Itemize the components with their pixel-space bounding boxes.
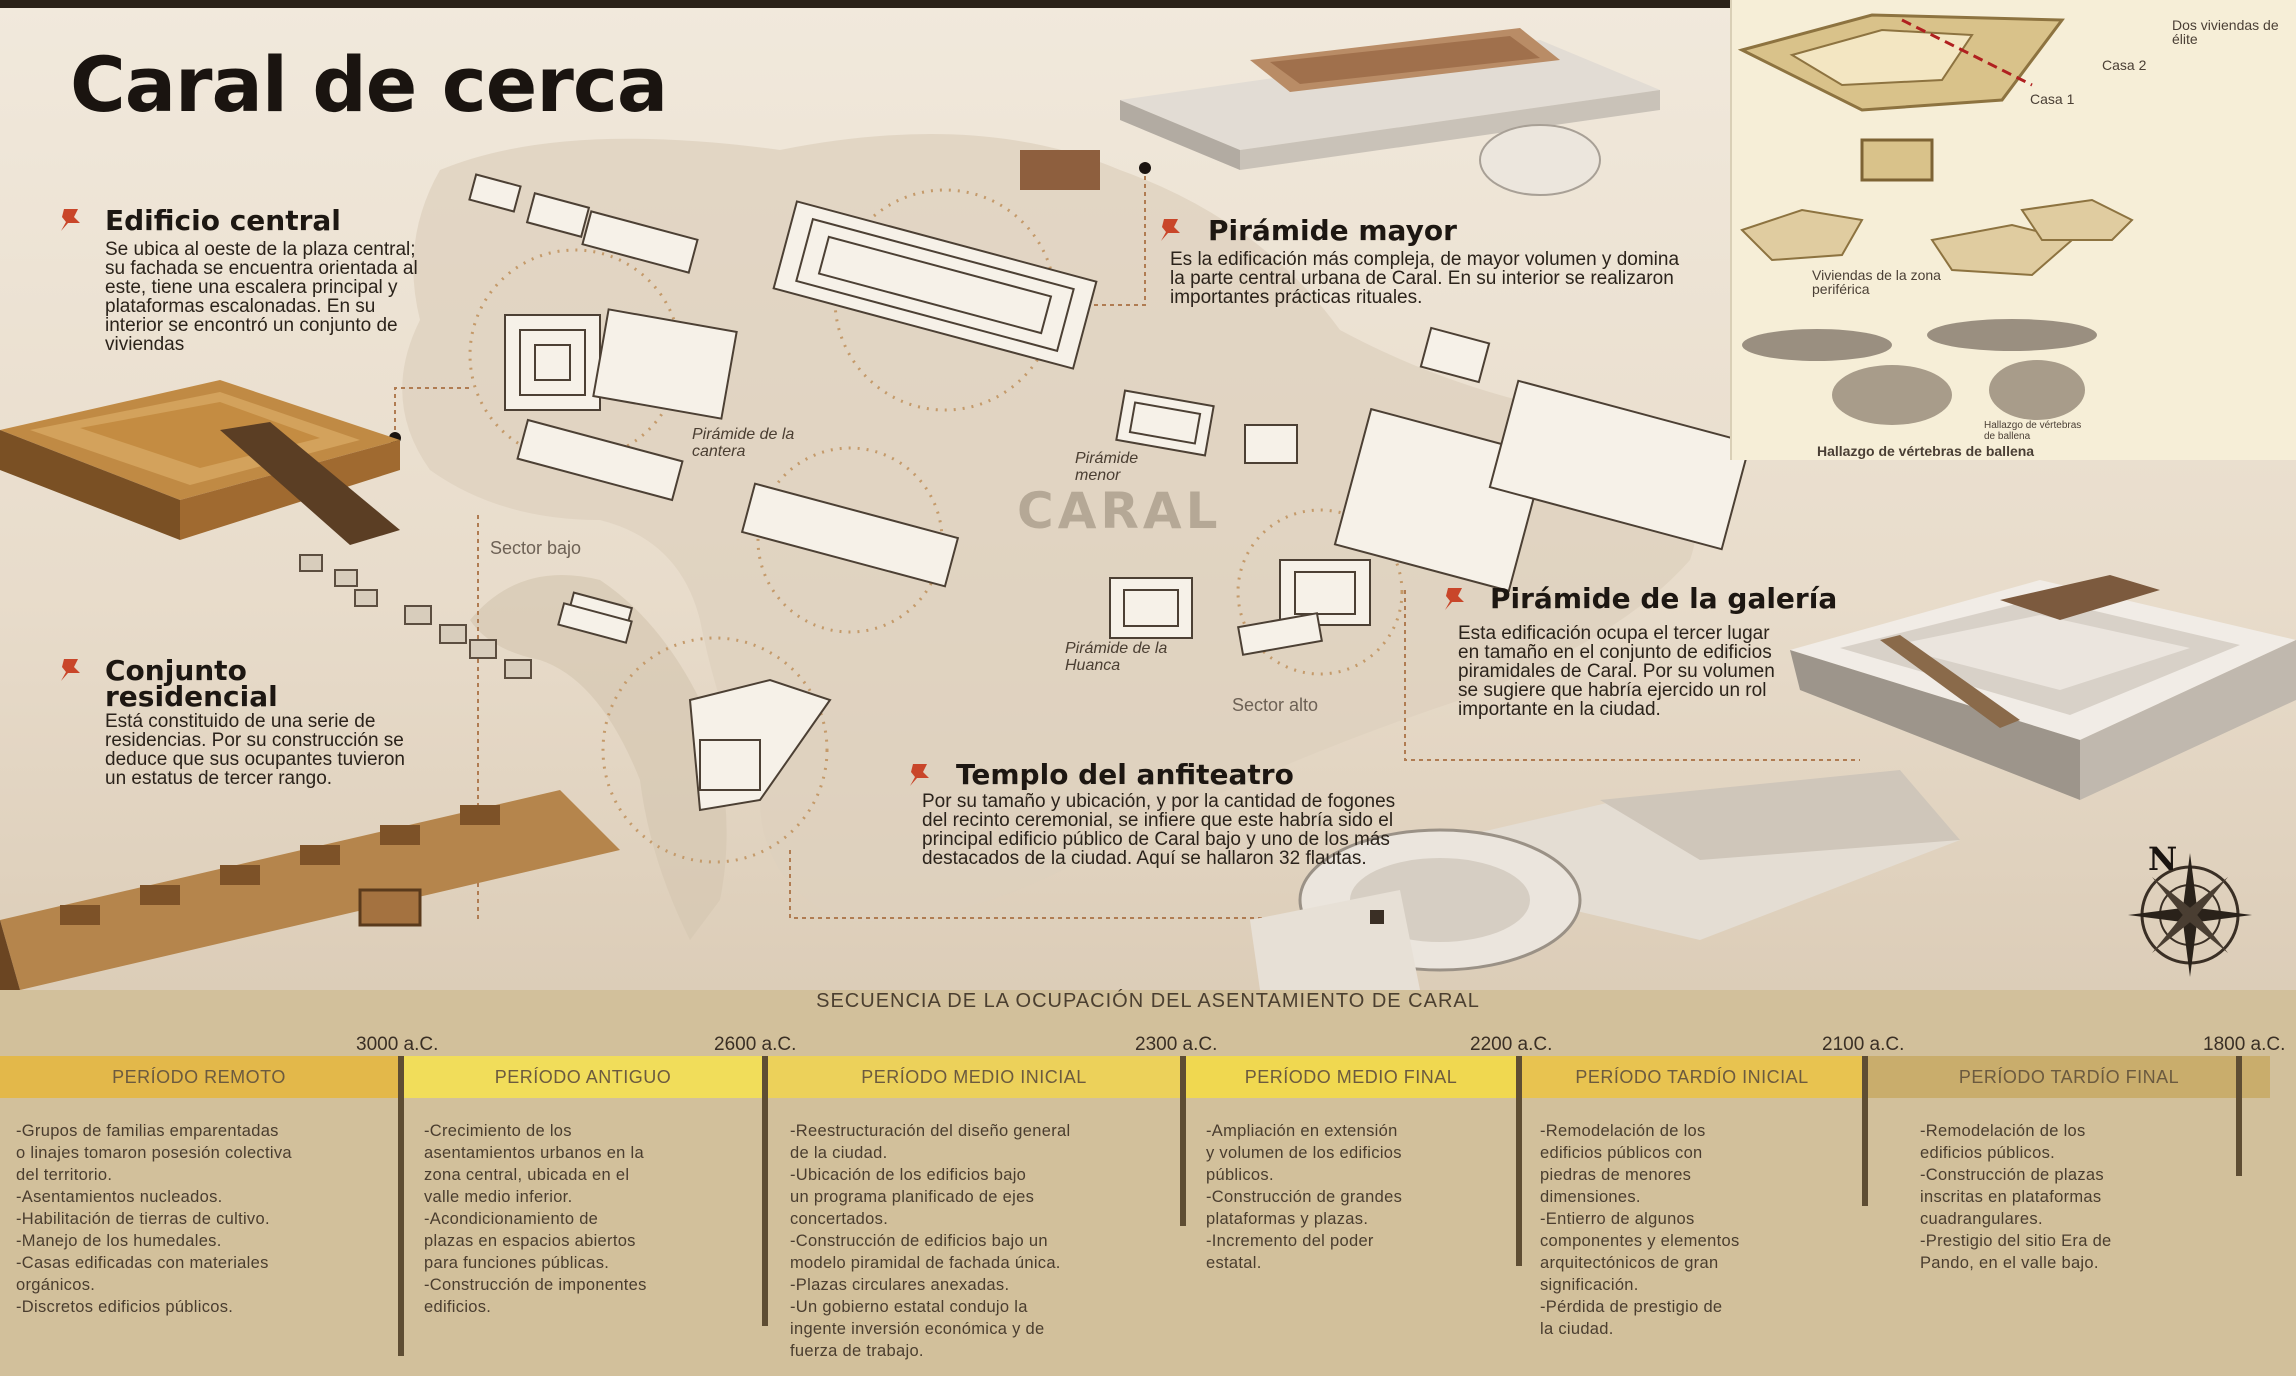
conjunto-residencial-body: Está constituido de una serie de residencias. Por su construcción se deduce que sus ocupantes tuvieron un estatus de tercer rango. — [105, 711, 405, 789]
pushpin-icon — [1442, 584, 1470, 612]
period-bar-medio-final: PERÍODO MEDIO FINAL — [1186, 1056, 1516, 1098]
viviendas-periferica-label: Viviendas de la zona periférica — [1812, 267, 1941, 297]
period-divider — [762, 1056, 768, 1326]
sector-alto-label: Sector alto — [1232, 695, 1319, 715]
caral-map-label: CARAL — [1017, 482, 1222, 540]
edificio-central-body: Se ubica al oeste de la plaza central; su fachada se encuentra orientada al este, tiene una escalera principal y plataformas escalonadas. En su interior se encontró un conjunto de viviendas — [105, 239, 418, 355]
period-body-tardio-inicial: -Remodelación de los edificios públicos con piedras de menores dimensiones. -Entierro de algunos componentes y elementos arquitectónicos de gran significación. -Pérdida de prestigio de la ciudad. — [1540, 1122, 1740, 1338]
piramide-huanca-label: Pirámide de la Huanca — [1065, 640, 1168, 674]
period-divider — [1862, 1056, 1868, 1206]
pushpin-icon — [907, 760, 935, 788]
period-body-medio-final: -Ampliación en extensión y volumen de los edificios públicos. -Construcción de grandes plataformas y plazas. -Incremento del poder estatal. — [1206, 1122, 1403, 1272]
date-label: 1800 a.C. — [2203, 1034, 2286, 1055]
period-bar-medio-inicial: PERÍODO MEDIO INICIAL — [768, 1056, 1180, 1098]
piramide-galeria-model — [1790, 575, 2296, 800]
period-bar-tardio-inicial: PERÍODO TARDÍO INICIAL — [1522, 1056, 1862, 1098]
edificio-central-model — [0, 380, 400, 545]
period-divider — [398, 1056, 404, 1356]
sector-bajo-label: Sector bajo — [490, 538, 582, 558]
piramide-cantera-label: Pirámide de la cantera — [692, 426, 795, 460]
piramide-menor-label: Pirámide menor — [1075, 450, 1139, 484]
date-label: 2100 a.C. — [1822, 1034, 1905, 1055]
compass-north-label: N — [2148, 840, 2178, 878]
date-label: 2200 a.C. — [1470, 1034, 1553, 1055]
period-divider — [1180, 1056, 1186, 1226]
period-body-remoto: -Grupos de familias emparentadas o linajes tomaron posesión colectiva del territorio. -Asentamientos nucleados. -Habilitación de tierras de cultivo. -Manejo de los humedales. -Casas edificadas con materiales orgánicos. -Discretos edificios públicos. — [16, 1122, 292, 1316]
timeline-title: SECUENCIA DE LA OCUPACIÓN DEL ASENTAMIENTO DE CARAL — [816, 990, 1480, 1012]
period-body-medio-inicial: -Reestructuración del diseño general de la ciudad. -Ubicación de los edificios bajo un programa planificado de ejes concertados. -Construcción de edificios bajo un modelo piramidal de fachada única. -Plazas circulares anexadas. -Un gobierno estatal condujo la ingente inversión económica y de fuerza de trabajo. — [790, 1122, 1071, 1360]
date-label: 3000 a.C. — [356, 1034, 439, 1055]
piramide-mayor-title: Pirámide mayor — [1208, 214, 1457, 247]
dos-viviendas-label: Dos viviendas de élite — [2172, 17, 2279, 47]
templo-anfiteatro-title: Templo del anfiteatro — [956, 758, 1294, 791]
page-title: Caral de cerca — [70, 40, 668, 129]
leader-dot — [1139, 162, 1151, 174]
piramide-galeria-body: Esta edificación ocupa el tercer lugar en tamaño en el conjunto de edificios piramidales de Caral. Por su volumen se sugiere que habría ejercido un rol importante en la ciudad. — [1458, 623, 1775, 720]
inset-panel — [1730, 0, 2296, 460]
period-bar-tardio-final: PERÍODO TARDÍO FINAL — [1868, 1056, 2270, 1098]
conjunto-residencial-model — [0, 790, 620, 990]
period-bar-antiguo: PERÍODO ANTIGUO — [404, 1056, 762, 1098]
period-body-antiguo: -Crecimiento de los asentamientos urbanos en la zona central, ubicada en el valle medio inferior. -Acondicionamiento de plazas en espacios abiertos para funciones públicas. -Construcción de imponentes edificios. — [424, 1122, 647, 1316]
pushpin-icon — [58, 205, 86, 233]
date-label: 2300 a.C. — [1135, 1034, 1218, 1055]
pushpin-icon — [58, 655, 86, 683]
date-label: 2600 a.C. — [714, 1034, 797, 1055]
templo-anfiteatro-body: Por su tamaño y ubicación, y por la cantidad de fogones del recinto ceremonial, se infiere que este habría sido el principal edificio público de Caral bajo y uno de los más destacados de la ciudad. Aquí se hallaron 32 flautas. — [922, 791, 1396, 869]
compass-rose — [2128, 853, 2252, 977]
edificio-central-title: Edificio central — [105, 204, 341, 237]
casa1-label: Casa 1 — [2030, 91, 2075, 107]
period-bar-remoto: PERÍODO REMOTO — [0, 1056, 398, 1098]
timeline-section — [0, 990, 2296, 1376]
piramide-mayor-body: Es la edificación más compleja, de mayor volumen y domina la parte central urbana de Caral. En su interior se realizaron importantes prácticas rituales. — [1170, 249, 1680, 308]
hallazgo-small-label: Hallazgo de vértebras de ballena — [1984, 420, 2082, 442]
piramide-galeria-title: Pirámide de la galería — [1490, 582, 1838, 615]
conjunto-residencial-title: Conjunto residencial — [105, 654, 278, 713]
period-body-tardio-final: -Remodelación de los edificios públicos. -Construcción de plazas inscritas en plataformas cuadrangulares. -Prestigio del sitio Era de Pando, en el valle bajo. — [1920, 1122, 2112, 1272]
hallazgo-caption: Hallazgo de vértebras de ballena — [1817, 443, 2035, 459]
pushpin-icon — [1158, 215, 1186, 243]
period-divider — [1516, 1056, 1522, 1266]
casa2-label: Casa 2 — [2102, 57, 2147, 73]
inset-illustration — [1732, 0, 2296, 460]
